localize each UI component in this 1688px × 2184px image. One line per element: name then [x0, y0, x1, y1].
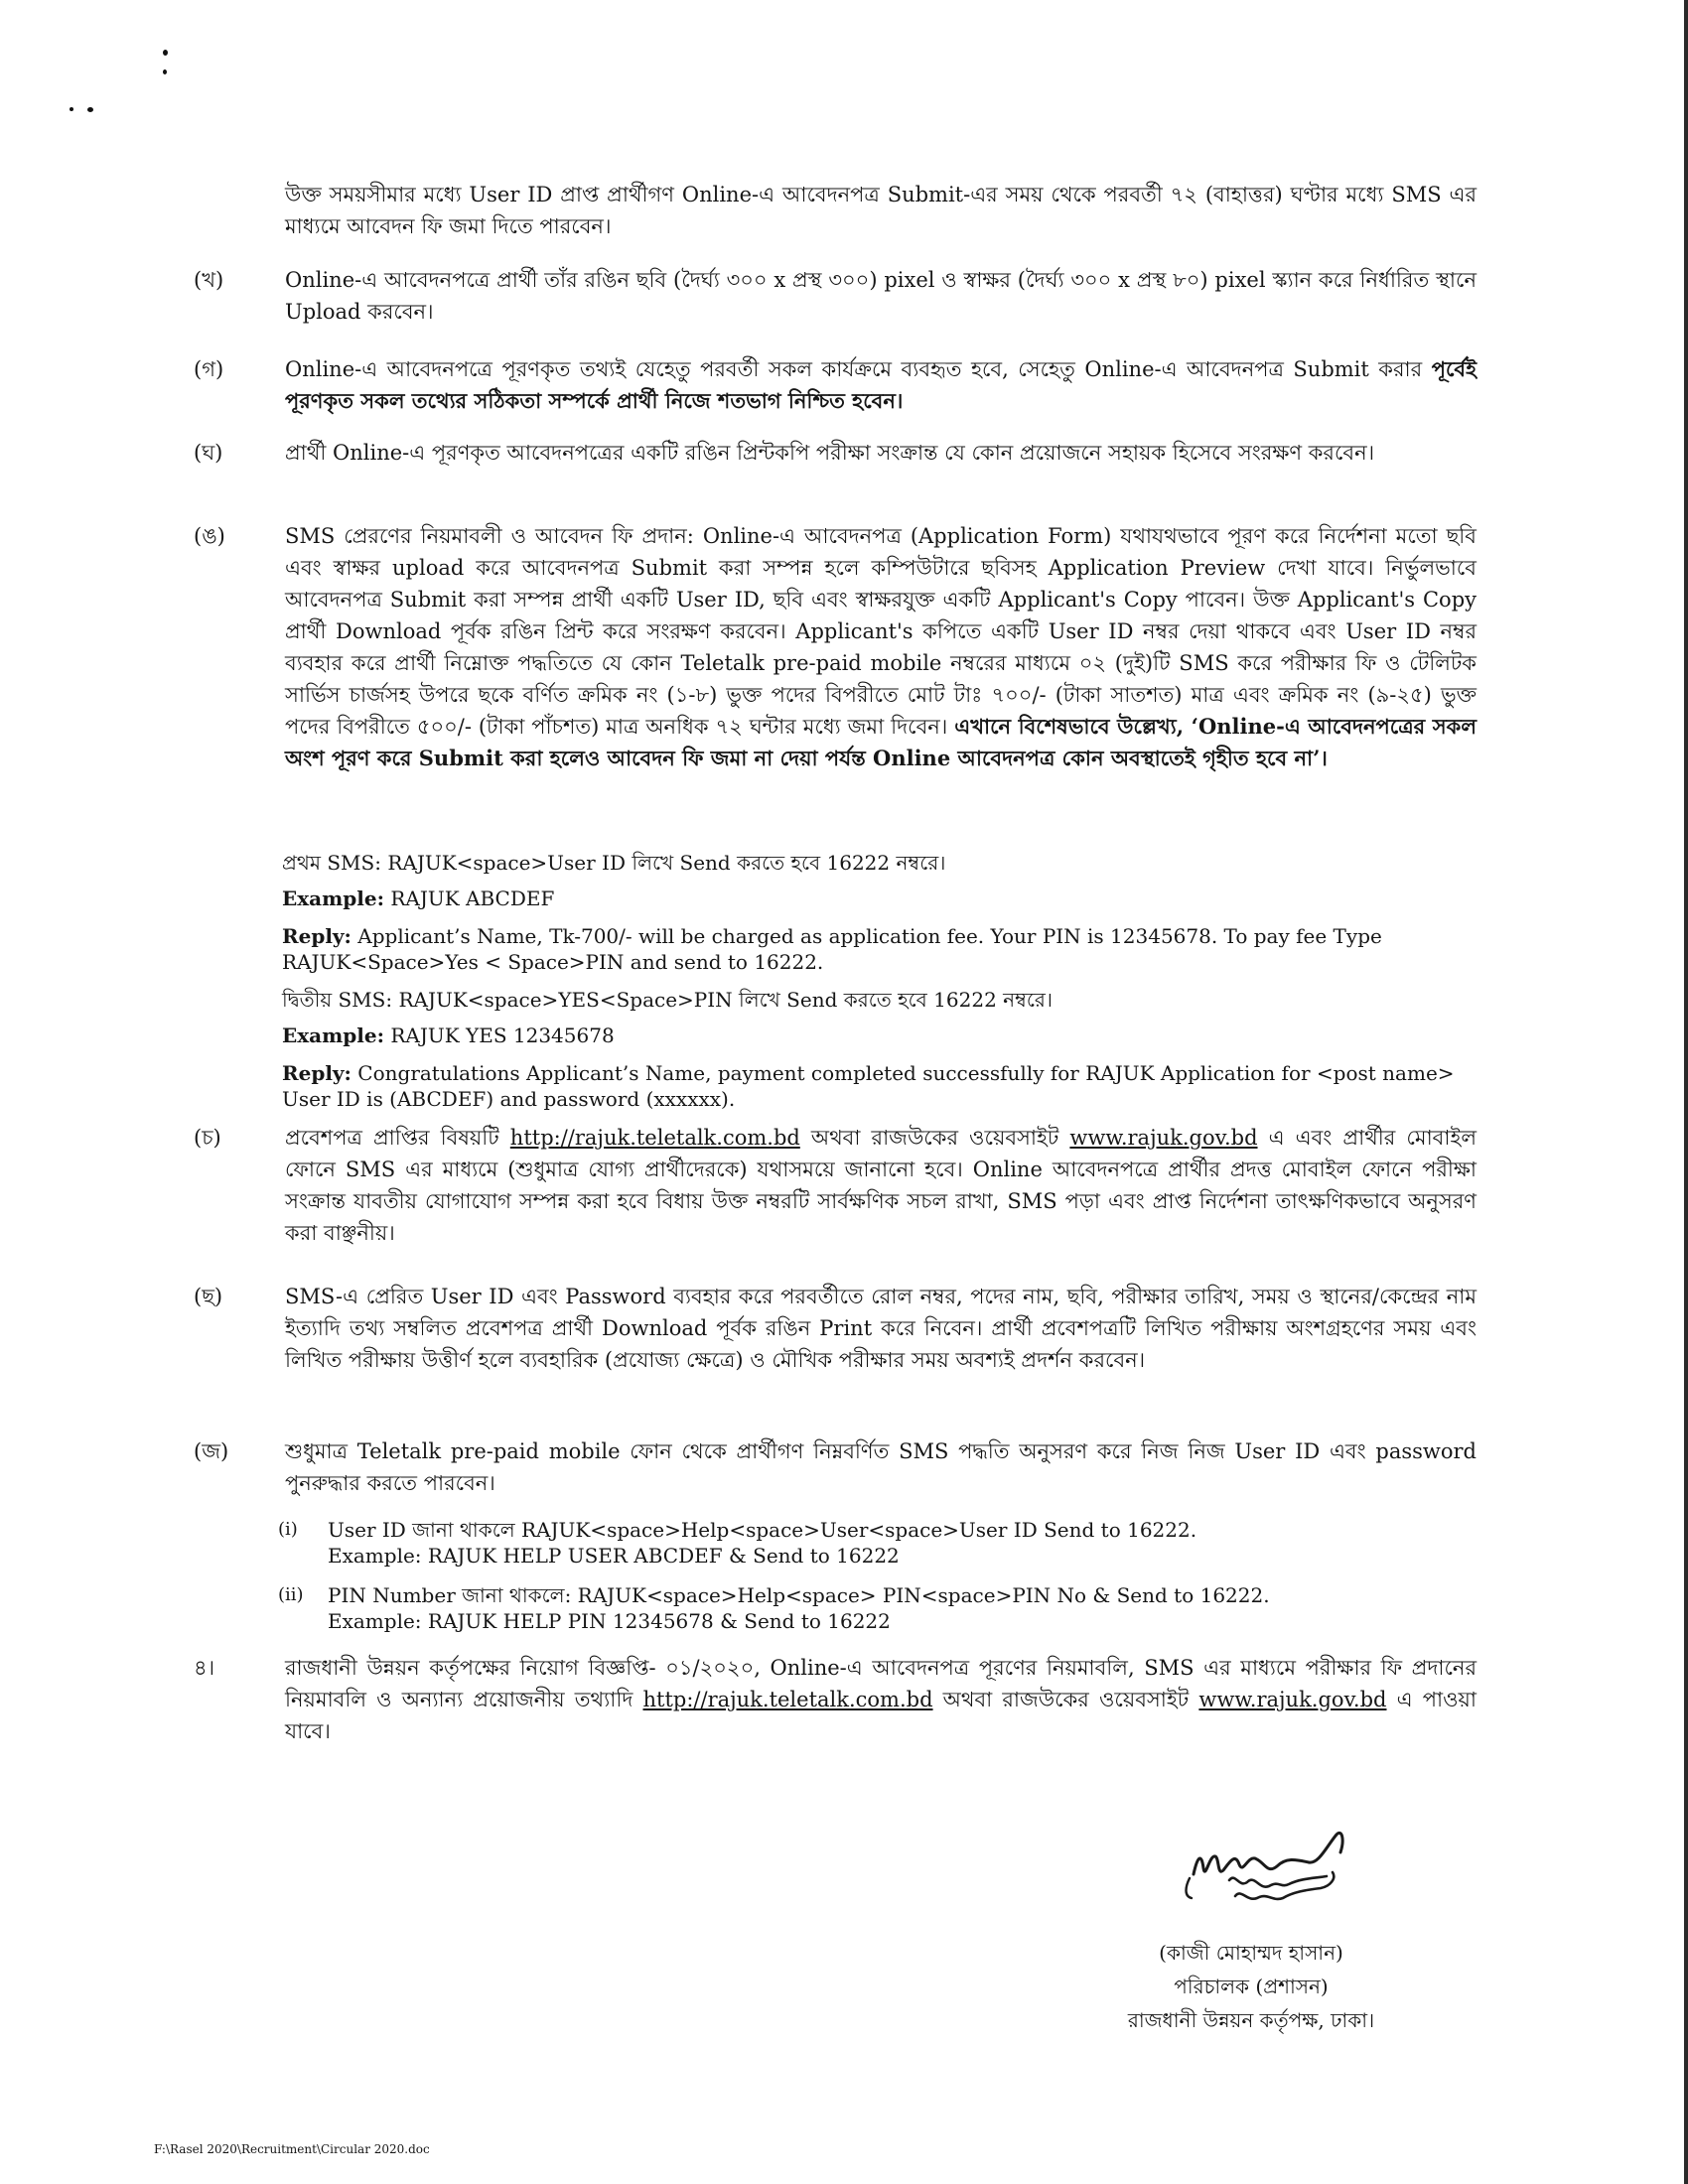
item-marker: (ঙ)	[194, 524, 225, 548]
teletalk-link[interactable]: http://rajuk.teletalk.com.bd	[509, 1126, 800, 1150]
item-marker: (খ)	[194, 268, 224, 292]
item-text-regular: Online-এ আবেদনপত্রে পূরণকৃত তথ্যই যেহেতু পরবর্তী সকল কার্যক্রমে ব্যবহৃত হবে, সেহেতু Online-এ আবেদনপত্র Submit করার	[285, 357, 1432, 381]
teletalk-link[interactable]: http://rajuk.teletalk.com.bd	[642, 1688, 933, 1711]
sms-first-line: প্রথম SMS: RAJUK<space>User ID লিখে Send করতে হবে 16222 নম্বরে।	[282, 851, 946, 875]
reply-text: Applicant’s Name, Tk-700/- will be charged as application fee. Your PIN is 12345678. To pay fee Type RAJUK<Space>Yes < Space>PIN and send to 16222.	[282, 924, 1382, 974]
handwritten-signature	[1132, 1817, 1430, 1936]
item-text	[285, 520, 1477, 774]
item-text-regular: অথবা রাজউকের ওয়েবসাইট	[799, 1126, 1070, 1150]
rajuk-website-link[interactable]: www.rajuk.gov.bd	[1198, 1688, 1387, 1711]
scan-speck	[163, 50, 168, 56]
item-text: SMS-এ প্রেরিত User ID এবং Password ব্যবহার করে পরবর্তীতে রোল নম্বর, পদের নাম, ছবি, পরীক্ষার তারিখ, সময় ও স্থানের/কেন্দ্রের নাম ইত্যাদি তথ্য সম্বলিত প্রবেশপত্র প্রার্থী Download পূর্বক রঙিন Print করে নিবেন। প্রার্থী প্রবেশপত্রটি লিখিত পরীক্ষায় অংশগ্রহণের সময় এবং লিখিত পরীক্ষায় উত্তীর্ণ হলে ব্যবহারিক (প্রযোজ্য ক্ষেত্রে) ও মৌখিক পরীক্ষার সময় অবশ্যই প্রদর্শন করবেন।	[285, 1285, 1477, 1372]
item-text-regular: এ পাওয়া যাবে।	[285, 1688, 1477, 1743]
recovery-item	[278, 1582, 1470, 1638]
signatory-title: পরিচালক (প্রশাসন)	[1174, 1975, 1329, 1998]
example-text: RAJUK ABCDEF	[383, 887, 555, 910]
item-uma	[194, 520, 1477, 834]
recovery-number: (ii)	[278, 1584, 304, 1605]
item-text	[285, 1122, 1477, 1249]
item-text-regular: রাজধানী উন্নয়ন কর্তৃপক্ষের নিয়োগ বিজ্ঞপ্তি- ০১/২০২০, Online-এ আবেদনপত্র পূরণের নিয়মাবলি, SMS এর মাধ্যমে পরীক্ষার ফি প্রদানের নিয়মাবলি ও অন্যান্য প্রয়োজনীয় তথ্যাদি	[285, 1656, 1477, 1711]
recovery-line: User ID জানা থাকলে RAJUK<space>Help<space>User<space>User ID Send to 16222.	[328, 1518, 1197, 1542]
item-text-regular: এ এবং প্রার্থীর মোবাইল ফোনে SMS এর মাধ্যমে (শুধুমাত্র যোগ্য প্রার্থীদেরকে) যথাসময়ে জানানো হবে। Online আবেদনপত্রে প্রার্থীর প্রদত্ত মোবাইল ফোনে পরীক্ষা সংক্রান্ত যাবতীয় যোগাযোগ সম্পন্ন করা হবে বিধায় উক্ত নম্বরটি সার্বক্ষণিক সচল রাখা, SMS পড়া এবং প্রাপ্ত নির্দেশনা তাৎক্ষণিকভাবে অনুসরণ করা বাঞ্ছনীয়।	[285, 1126, 1477, 1245]
item-text: প্রার্থী Online-এ পূরণকৃত আবেদনপত্রের একটি রঙিন প্রিন্টকপি পরীক্ষা সংক্রান্ত যে কোন প্রয়োজনে সহায়ক হিসেবে সংরক্ষণ করবেন।	[285, 441, 1375, 465]
item-kha	[194, 264, 1477, 334]
item-text-regular: SMS প্রেরণের নিয়মাবলী ও আবেদন ফি প্রদান: Online-এ আবেদনপত্র (Application Form) যথাযথভাবে পূরণ করে নির্দেশনা মতো ছবি এবং স্বাক্ষর upload করে আবেদনপত্র Submit করা সম্পন্ন হলে কম্পিউটারে ছবিসহ Application Preview দেখা যাবে। নির্ভুলভাবে আবেদনপত্র Submit করা সম্পন্ন প্রার্থী একটি User ID, ছবি এবং স্বাক্ষরযুক্ত একটি Applicant's Copy পাবেন। উক্ত Applicant's Copy প্রার্থী Download পূর্বক রঙিন প্রিন্ট করে সংরক্ষণ করবেন। Applicant's কপিতে একটি User ID নম্বর দেয়া থাকবে এবং User ID নম্বর ব্যবহার করে প্রার্থী নিম্নোক্ত পদ্ধতিতে যে কোন Teletalk pre-paid mobile নম্বরের মাধ্যমে ০২ (দুই)টি SMS করে পরীক্ষার ফি ও টেলিটক সার্ভিস চার্জসহ উপরে ছকে বর্ণিত ক্রমিক নং (১-৮) ভুক্ত পদের বিপরীতে মোট টাঃ ৭০০/- (টাকা সাতশত) মাত্র এবং ক্রমিক নং (৯-২৫) ভুক্ত পদের বিপরীতে ৫০০/- (টাকা পাঁচশত) মাত্র অনধিক ৭২ ঘন্টার মধ্যে জমা দিবেন।	[285, 524, 1477, 739]
signature-block	[1053, 1936, 1450, 2037]
item-text: Online-এ আবেদনপত্রে প্রার্থী তাঁর রঙিন ছবি (দৈর্ঘ্য ৩০০ x প্রস্থ ৩০০) pixel ও স্বাক্ষর (দৈর্ঘ্য ৩০০ x প্রস্থ ৮০) pixel স্ক্যান করে নির্ধারিত স্থানে Upload করবেন।	[285, 268, 1477, 324]
item-text-regular: প্রবেশপত্র প্রাপ্তির বিষয়টি	[285, 1126, 510, 1150]
item-cha	[194, 1281, 1477, 1416]
recovery-example: Example: RAJUK HELP PIN 12345678 & Send to 16222	[328, 1609, 891, 1633]
signatory-name: (কাজী মোহাম্মদ হাসান)	[1159, 1941, 1343, 1965]
scan-edge	[1684, 0, 1688, 2184]
footer-file-path: F:\Rasel 2020\Recruitment\Circular 2020.doc	[154, 2142, 430, 2156]
item-marker: ৪।	[194, 1656, 215, 1680]
reply-label: Reply:	[282, 1061, 352, 1085]
recovery-example: Example: RAJUK HELP USER ABCDEF & Send to 16222	[328, 1544, 900, 1568]
example-label: Example:	[282, 1024, 384, 1047]
sms-example-2	[282, 1023, 1474, 1048]
sms-second-line: দ্বিতীয় SMS: RAJUK<space>YES<Space>PIN লিখে Send করতে হবে 16222 নম্বরে।	[282, 988, 1054, 1012]
scan-speck	[87, 107, 93, 112]
item-text-bold: এখানে বিশেষভাবে উল্লেখ্য, ‘Online-এ আবেদনপত্রের সকল অংশ পূরণ করে Submit করা হলেও আবেদন ফি জমা না দেয়া পর্যন্ত Online আবেদনপত্র কোন অবস্থাতেই গৃহীত হবে না’।	[285, 714, 1477, 770]
item-text-bold: পূর্বেই পূরণকৃত সকল তথ্যের সঠিকতা সম্পর্কে প্রার্থী নিজে শতভাগ নিশ্চিত হবেন।	[285, 356, 1477, 413]
sms-reply-2	[282, 1060, 1474, 1112]
item-marker: (ছ)	[194, 1285, 223, 1308]
sms-reply-1	[282, 923, 1474, 975]
item-text: শুধুমাত্র Teletalk pre-paid mobile ফোন থেকে প্রার্থীগণ নিম্নবর্ণিত SMS পদ্ধতি অনুসরণ করে নিজ নিজ User ID এবং password পুনরুদ্ধার করতে পারবেন।	[285, 1439, 1477, 1495]
example-label: Example:	[282, 887, 384, 910]
item-gha	[194, 437, 1477, 506]
item-ja	[194, 1435, 1477, 1505]
scan-speck	[163, 69, 167, 74]
reply-text: Congratulations Applicant’s Name, payment completed successfully for RAJUK Application for <post name> User ID is (ABCDEF) and password (xxxxxx).	[282, 1061, 1455, 1111]
item-ca	[194, 1122, 1477, 1257]
reply-label: Reply:	[282, 924, 352, 948]
item-marker: (চ)	[194, 1126, 221, 1150]
item-marker: (ঘ)	[194, 441, 223, 465]
scan-speck	[70, 107, 73, 111]
item-marker: (গ)	[194, 357, 224, 381]
recovery-text	[328, 1517, 1196, 1569]
recovery-text	[328, 1582, 1270, 1634]
item-text	[285, 353, 1477, 417]
example-text: RAJUK YES 12345678	[383, 1024, 615, 1047]
item-text-regular: অথবা রাজউকের ওয়েবসাইট	[932, 1688, 1199, 1711]
sms-example-1	[282, 886, 1474, 911]
intro-paragraph: উক্ত সময়সীমার মধ্যে User ID প্রাপ্ত প্রার্থীগণ Online-এ আবেদনপত্র Submit-এর সময় থেকে পরবর্তী ৭২ (বাহাত্তর) ঘণ্টার মধ্যে SMS এর মাধ্যমে আবেদন ফি জমা দিতে পারবেন।	[285, 183, 1477, 238]
item-ga	[194, 353, 1477, 423]
item-marker: (জ)	[194, 1439, 229, 1463]
item-four	[194, 1652, 1477, 1755]
recovery-number: (i)	[278, 1519, 298, 1540]
item-text	[285, 1652, 1477, 1747]
rajuk-website-link[interactable]: www.rajuk.gov.bd	[1069, 1126, 1258, 1150]
signatory-organization: রাজধানী উন্নয়ন কর্তৃপক্ষ, ঢাকা।	[1127, 2008, 1375, 2032]
recovery-item	[278, 1517, 1470, 1572]
recovery-line: PIN Number জানা থাকলে: RAJUK<space>Help<space> PIN<space>PIN No & Send to 16222.	[328, 1583, 1270, 1607]
